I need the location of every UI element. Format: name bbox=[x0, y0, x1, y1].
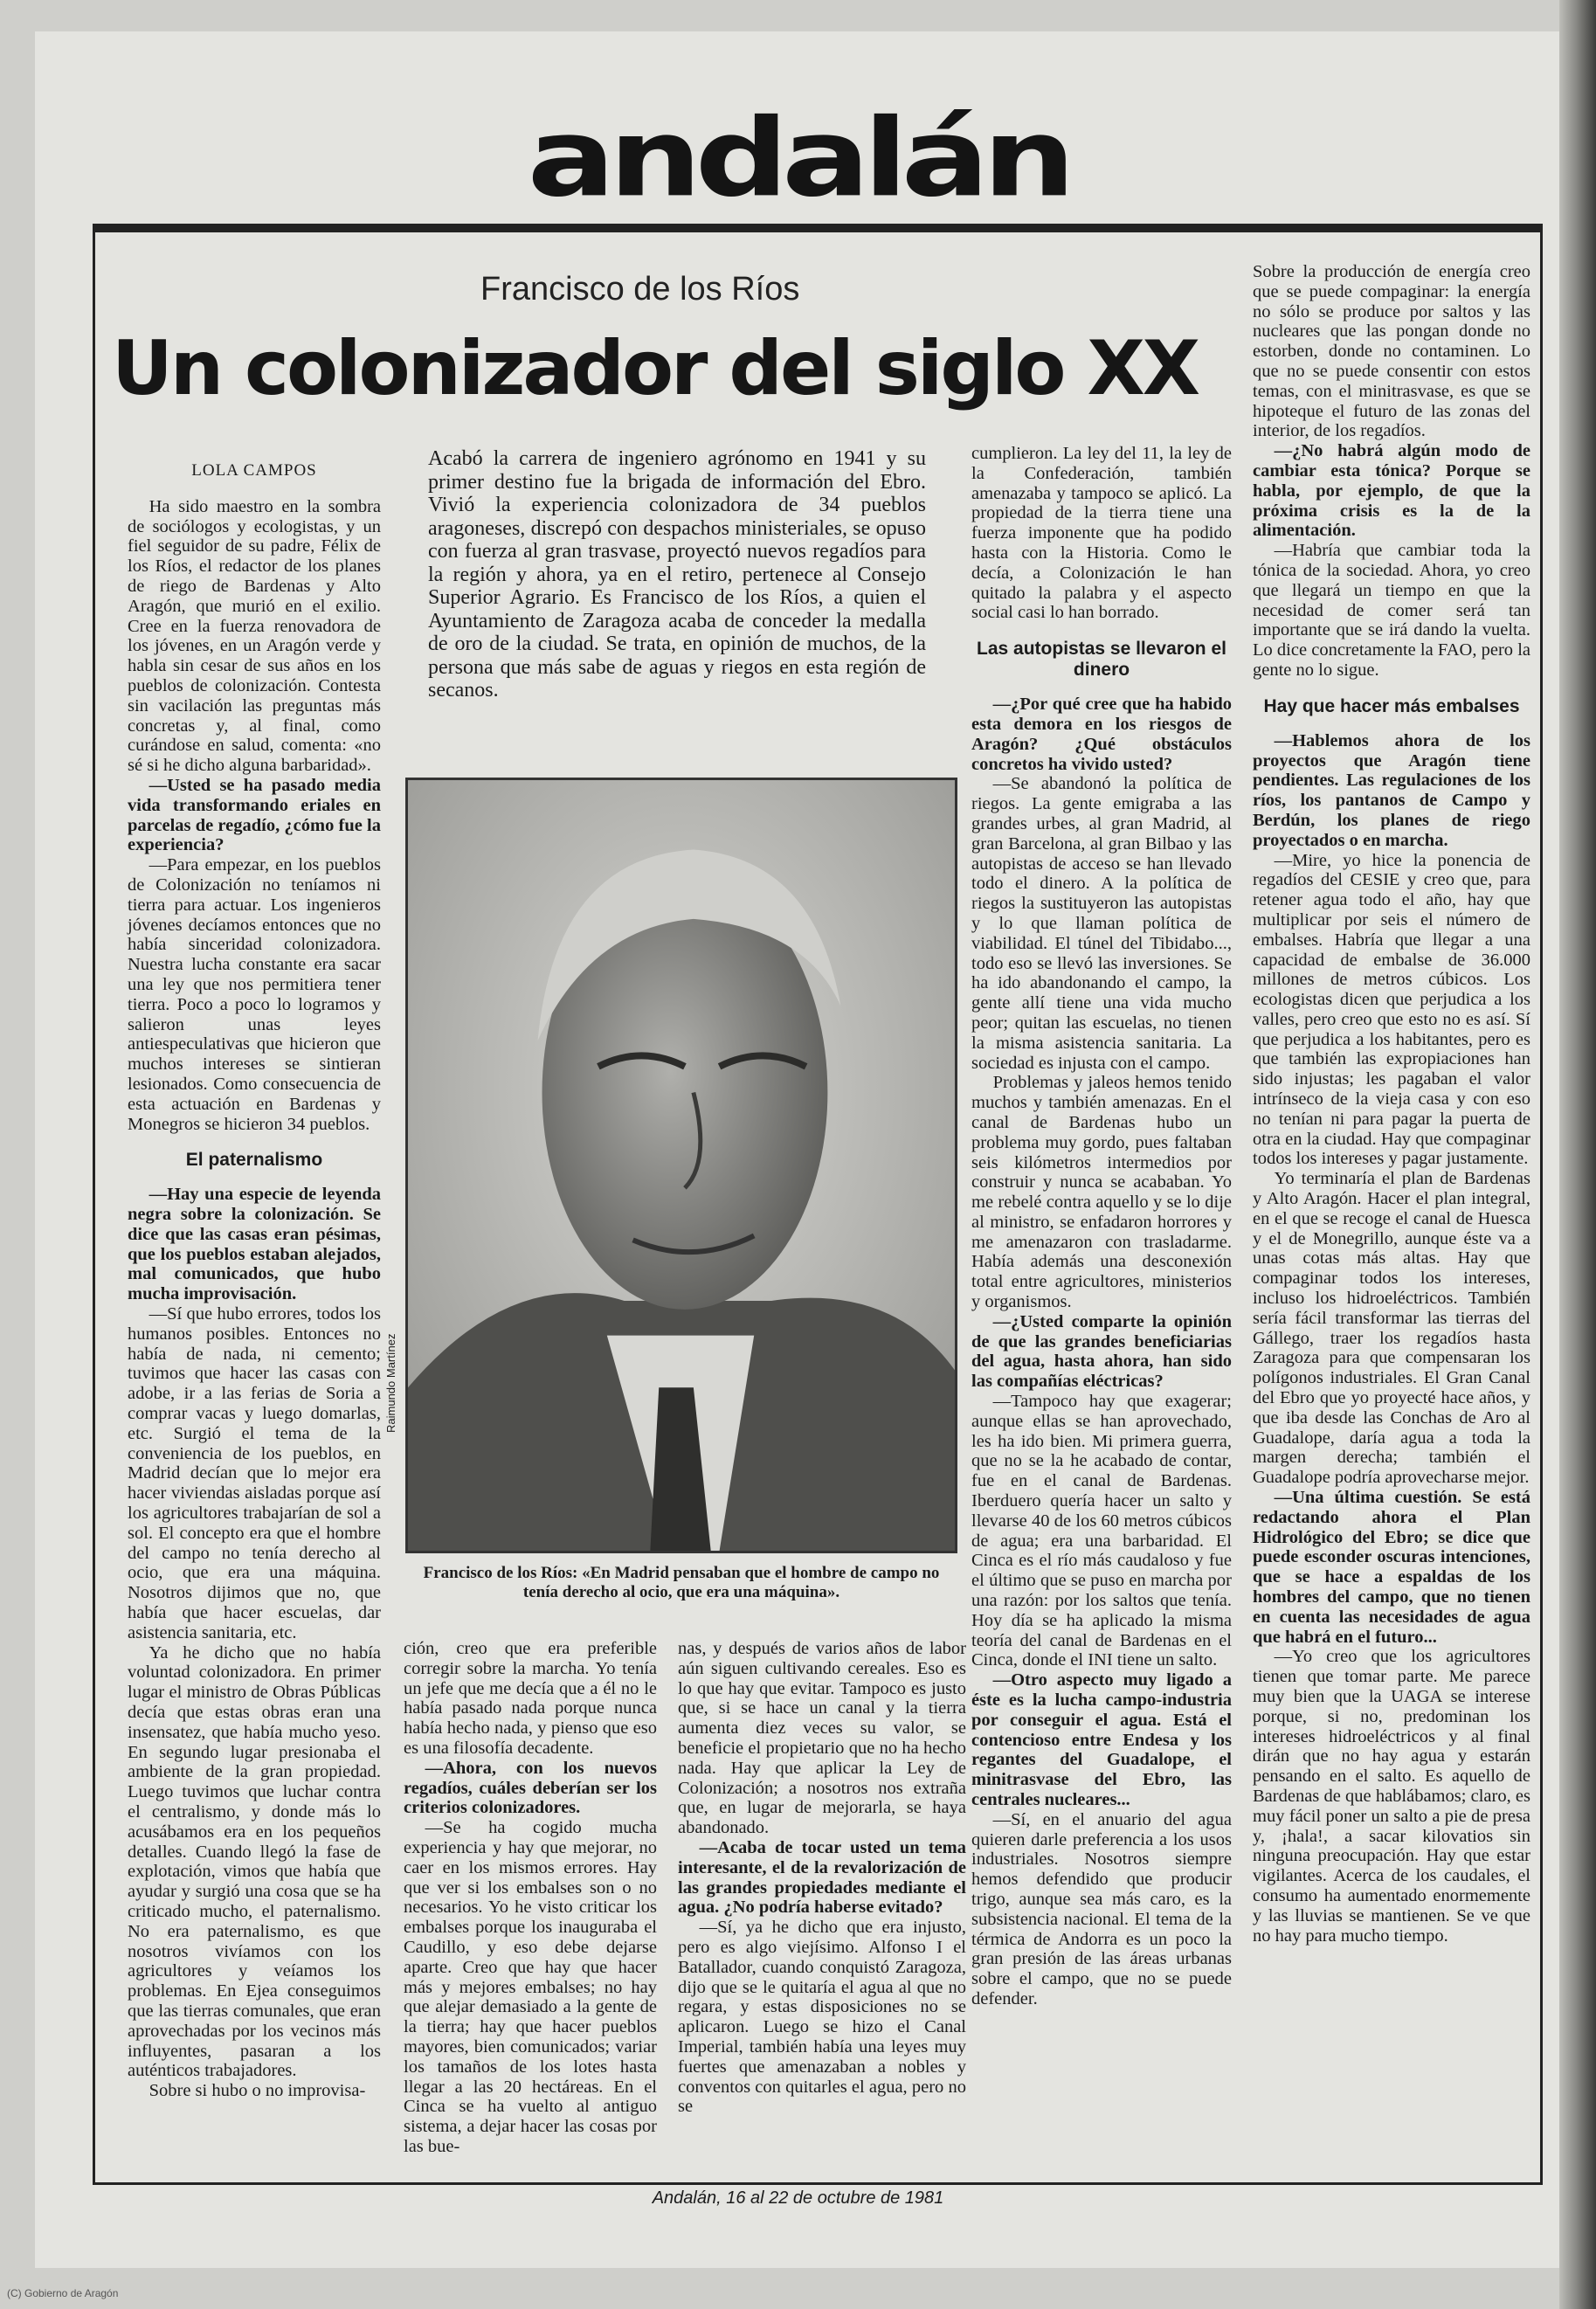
photo-credit: Raimundo Martínez bbox=[384, 1333, 397, 1433]
interview-paragraph: —Para empezar, en los pueblos de Colonización no teníamos ni tierra para actuar. Los ingenieros jóvenes decíamos entonces que no había sinceridad colonizadora. Nuestra lucha constante era sacar una ley que nos permitiera tener tierra. Poco a poco lo logramos y salieron unas leyes antiespeculativas que hicieron que muchos intereses se sintieran lesionados. Como consecuencia de esta actuación en Bardenas y Monegros se hicieron 34 pueblos. bbox=[128, 855, 381, 1134]
portrait-image bbox=[408, 780, 955, 1551]
column-3-upper bbox=[971, 444, 1232, 2009]
interview-question: —Hablemos ahora de los proyectos que Aragón tiene pendientes. Las regulaciones de los ríos, los pantanos de Campo y Berdún, los planes de riego proyectados o en marcha. bbox=[1253, 730, 1530, 850]
article-headline: Un colonizador del siglo XX bbox=[112, 325, 1199, 412]
article-intro bbox=[428, 447, 926, 702]
column-1 bbox=[128, 461, 381, 2101]
column-3 bbox=[678, 1639, 966, 2117]
interview-paragraph: Sobre si hubo o no improvisa- bbox=[149, 2081, 366, 2101]
section-heading: El paternalismo bbox=[185, 1150, 323, 1171]
interview-question: —Una última cuestión. Se está redactando ahora el Plan Hidrológico del Ebro; se dice que puede esconder oscuras intenciones, que se hace a espaldas de los hombres del campo, que no tienen en cuenta las necesidades de agua que habrá en el futuro... bbox=[1253, 1488, 1530, 1647]
photo-caption: Francisco de los Ríos: «En Madrid pensaban que el hombre de campo no tenía derecho al ocio, que era una máquina». bbox=[423, 1564, 940, 1601]
byline: LOLA CAMPOS bbox=[191, 461, 317, 480]
interview-paragraph: Sobre la producción de energía creo que se puede compaginar: la energía no sólo se produce por saltos y las nucleares que las pongan donde no estorben, donde no contaminen. Lo que no se puede consentir con estos temas, con el minitrasvase, es que se hipoteque el futuro de las zonas del interior, de los regadíos. bbox=[1253, 262, 1530, 441]
interview-question: —¿Por qué cree que ha habido esta demora en los riesgos de Aragón? ¿Qué obstáculos concretos ha vivido usted? bbox=[971, 695, 1232, 774]
section-heading: Hay que hacer más embalses bbox=[1263, 695, 1520, 716]
interview-paragraph: nas, y después de varios años de labor aún siguen cultivando cereales. Eso es lo que hay que evitar. Tampoco es justo que, si se hace un canal y la tierra aumenta diez veces su valor, se beneficie el propietario que no ha hecho nada. Hay que aplicar la Ley de Colonización; a nosotros nos extraña que, en lugar de mejorarla, se haya abandonado. bbox=[678, 1639, 966, 1838]
article-kicker: Francisco de los Ríos bbox=[480, 271, 800, 308]
interview-question: —Hay una especie de leyenda negra sobre la colonización. Se dice que las casas eran pésimas, que los pueblos estaban alejados, mal comunicados, que hubo mucha improvisación. bbox=[128, 1185, 381, 1304]
interview-paragraph: Yo terminaría el plan de Bardenas y Alto Aragón. Hacer el plan integral, en el que se recoge el canal de Huesca y el de Monegrillo, aunque éste va a unas cotas más altas. Hay que compaginar todos los intereses, incluso los hidroeléctricos. También sería fácil transformar las tierras del Gállego, traer los regadíos hasta Zaragoza para que compensaran los polígonos industriales. El Gran Canal del Ebro que yo proyecté hace años, y que iba desde las Conchas de Aro al Guadalope, daría agua a toda la margen derecha; también el Guadalope podría aprovecharse mejor. bbox=[1253, 1169, 1530, 1488]
interview-question: —¿No habrá algún modo de cambiar esta tónica? Porque se habla, por ejemplo, de que la próxima crisis es la de la alimentación. bbox=[1253, 441, 1530, 541]
interview-question: —¿Usted comparte la opinión de que las grandes beneficiarias del agua, hasta ahora, han sido las compañías eléctricas? bbox=[971, 1311, 1232, 1392]
interview-paragraph: —Tampoco hay que exagerar; aunque ellas se han aprovechado, les ha ido bien. Mi primera guerra, que no se la he acabado de contar, fue en el canal de Bardenas. Iberduero quería hacer un salto y llevarse 40 de los 60 metros cúbicos de agua; era una barbaridad. El Cinca es el río más caudaloso y fue el último que se puso en marcha por una razón: por los saltos que tenía. Hoy día se ha aplicado la misma teoría del canal de Bardenas en el Cinca, donde el INI tiene un salto. bbox=[971, 1392, 1232, 1670]
interview-paragraph: —Sí, en el anuario del agua quieren darle preferencia a los usos industriales. Nosotros siempre hemos defendido que producir trigo, aunque sea más caro, es la subsistencia nacional. El tema de la térmica de Andorra es un poco la gran presión de las áreas urbanas sobre el campo, que no se puede defender. bbox=[971, 1809, 1232, 2008]
interview-paragraph: —Se abandonó la política de riegos. La gente emigraba a las grandes urbes, al gran Madrid, al gran Barcelona, al gran Bilbao y las autopistas de acceso se han llevado todo el dinero. A la política de riegos la sustituyeron las autopistas y lo que llaman política de viabilidad. El túnel del Tibidabo..., todo eso se llevó las inversiones. Se ha ido abandonando el campo, la gente allí tiene una vida mucho peor; quitan las escuelas, no tienen la misma asistencia sanitaria. La sociedad es injusta con el campo. bbox=[971, 774, 1232, 1073]
interview-paragraph: Ya he dicho que no había voluntad colonizadora. En primer lugar el ministro de Obras Públicas decía que estas obras eran una insensatez, que había mucho yeso. En segundo lugar presionaba el ambiente de la gran propiedad. Luego tuvimos que luchar contra el centralismo, y donde más lo acusábamos era en los pequeños detalles. Cuando llegó la fase de explotación, vimos que había que ayudar y surgió una cosa que se ha criticado mucho, el paternalismo. No era paternalismo, es que nosotros vivíamos con los agricultores y veíamos los problemas. En Ejea conseguimos que las tierras comunales, que eran aprovechadas por los vecinos más influyentes, pasaran a los auténticos trabajadores. bbox=[128, 1642, 381, 2081]
intro-text: Acabó la carrera de ingeniero agrónomo en 1941 y su primer destino fue la brigada de información del Ebro. Vivió la experiencia colonizadora de 34 pueblos aragoneses, discrepó con despachos ministeriales, se opuso con fuerza al gran trasvase, proyectó nuevos regadíos para la región y ahora, ya en el retiro, pertenece al Consejo Superior Agrario. Es Francisco de los Ríos, a quien el Ayuntamiento de Zaragoza acaba de conceder la medalla de oro de la ciudad. Se trata, en opinión de muchos, de la persona que más sabe de aguas y riegos en esta región de secanos. bbox=[428, 447, 926, 702]
interview-question: —Acaba de tocar usted un tema interesante, el de la revalorización de las grandes propiedades mediante el agua. ¿No podría haberse evitado? bbox=[678, 1837, 966, 1918]
page-footer: Andalán, 16 al 22 de octubre de 1981 bbox=[652, 2188, 944, 2208]
column-2 bbox=[404, 1639, 657, 2157]
masthead: andalán bbox=[527, 96, 1069, 221]
interview-paragraph: ción, creo que era preferible corregir sobre la marcha. Yo tenía un jefe que me decía que a él no le había pasado nada porque nunca había hecho nada, y pienso que eso es una filosofía decadente. bbox=[404, 1639, 657, 1758]
interview-paragraph: cumplieron. La ley del 11, la ley de la Confederación, también amenazaba y tampoco se aplicó. La propiedad de la tierra tiene una fuerza imponente que ha podido hasta con la Historia. Como le decía, a Colonización le han quitado la palabra y el aspecto social casi lo han borrado. bbox=[971, 444, 1232, 623]
column-4 bbox=[1253, 262, 1530, 1946]
interview-paragraph: —Se ha cogido mucha experiencia y hay que mejorar, no caer en los mismos errores. Hay que ver si los embalses son o no necesarios. Yo he visto criticar los embalses porque los inauguraba el Caudillo, y eso debe dejarse aparte. Creo que hay que hacer más y mejores embalses; no hay que alejar demasiado a la gente de la tierra; hay que hacer pueblos mayores, bien comunicados; variar los tamaños de los lotes hasta llegar a las 20 hectáreas. En el Cinca se ha vuelto al antiguo sistema, a dejar hacer las cosas por las bue- bbox=[404, 1818, 657, 2156]
page-binding-edge bbox=[1559, 0, 1596, 2309]
section-heading: Las autopistas se llevaron el dinero bbox=[977, 639, 1226, 681]
interview-paragraph: —Yo creo que los agricultores tienen que tomar parte. Me parece muy bien que la UAGA se interese porque, si no, predominan los intereses hidroeléctricos y al final dirán que no hay agua y estarán pensando en el salto. Es aquello de Bardenas de que hablábamos; claro, es muy fácil poner un salto a pie de presa y, ¡hala!, a sacar kilovatios sin ninguna preocupación. Hay que estar vigilantes. Acerca de los caudales, el consumo ha aumentado enormemente y las lluvias se mantienen. Se ve que no hay para mucho tiempo. bbox=[1253, 1647, 1530, 1946]
interview-paragraph: —Sí, ya he dicho que era injusto, pero es algo viejísimo. Alfonso I el Batallador, cuando conquistó Zaragoza, dijo que se le quitaría el agua al que no regara, y estas disposiciones no se aplicaron. Luego se hizo el Canal Imperial, también había una leyes muy fuertes que amenazaban a nobles y conventos con quitarles el agua, pero no se bbox=[678, 1918, 966, 2117]
portrait-photo bbox=[405, 778, 957, 1553]
interview-paragraph: Ha sido maestro en la sombra de sociólogos y ecologistas, y un fiel seguidor de su padre, Félix de los Ríos, el redactor de los planes de riego de Bardenas y Alto Aragón, que murió en el exilio. Cree en la fuerza renovadora de los jóvenes, en un Aragón verde y habla sin cesar de sus años en los pueblos de colonización. Contesta sin vacilación las preguntas más concretas y, al final, como curándose en salud, comenta: «no sé si he dicho alguna barbaridad». bbox=[128, 496, 381, 776]
interview-question: —Ahora, con los nuevos regadíos, cuáles deberían ser los criterios colonizadores. bbox=[404, 1758, 657, 1818]
copyright-stamp: (C) Gobierno de Aragón bbox=[7, 2287, 119, 2299]
interview-paragraph: Problemas y jaleos hemos tenido muchos y también amenazas. En el canal de Bardenas hubo un problema muy gordo, pues faltaban seis kilómetros intermedios por construir y nunca se acababan. Yo me rebelé contra aquello y se lo dije al ministro, se enfadaron horrores y me amenazaron con trasladarme. Había además una desconexión total entre agricultores, ministerios y organismos. bbox=[971, 1073, 1232, 1312]
interview-question: —Otro aspecto muy ligado a éste es la lucha campo-industria por conseguir el agua. Está el contencioso entre Endesa y los regantes del Guadalope, el minitrasvase del Ebro, las centrales nucleares... bbox=[971, 1670, 1232, 1809]
interview-paragraph: —Mire, yo hice la ponencia de regadíos del CESIE y creo que, para retener agua todo el año, hay que multiplicar por seis el número de embalses. Habría que llegar a una capacidad de embalse de 36.000 millones de metros cúbicos. Los ecologistas dicen que perjudica a los valles, pero creo que esto no es así. Sí que perjudica a los habitantes, pero es que también las expropiaciones han sido injustas; les pagaban el valor intrínseco de la vieja casa y con eso no tenían ni para pagar la puerta de otra en la ciudad. Hay que compaginar todos los intereses y pagar justamente. bbox=[1253, 850, 1530, 1169]
interview-paragraph: —Habría que cambiar toda la tónica de la sociedad. Ahora, yo creo que llegará un tiempo en que la necesidad de comer será tan importante que se irá dando la vuelta. Lo dice concretamente la FAO, pero la gente no lo sigue. bbox=[1253, 541, 1530, 680]
interview-question: —Usted se ha pasado media vida transformando eriales en parcelas de regadío, ¿cómo fue la experiencia? bbox=[128, 775, 381, 855]
interview-paragraph: —Sí que hubo errores, todos los humanos posibles. Entonces no había de nada, ni cemento; tuvimos que hacer las casas con adobe, ir a las ferias de Soria a comprar vacas y luego domarlas, etc. Surgió el tema de la conveniencia de los pueblos, en Madrid decían que lo mejor era hacer viviendas aisladas porque así los agricultores trabajarían de sol a sol. El concepto era que el hombre del campo no tenía derecho al ocio, que era una máquina. Nosotros dijimos que no, que había que hacer escuelas, dar asistencia sanitaria, etc. bbox=[128, 1304, 381, 1642]
